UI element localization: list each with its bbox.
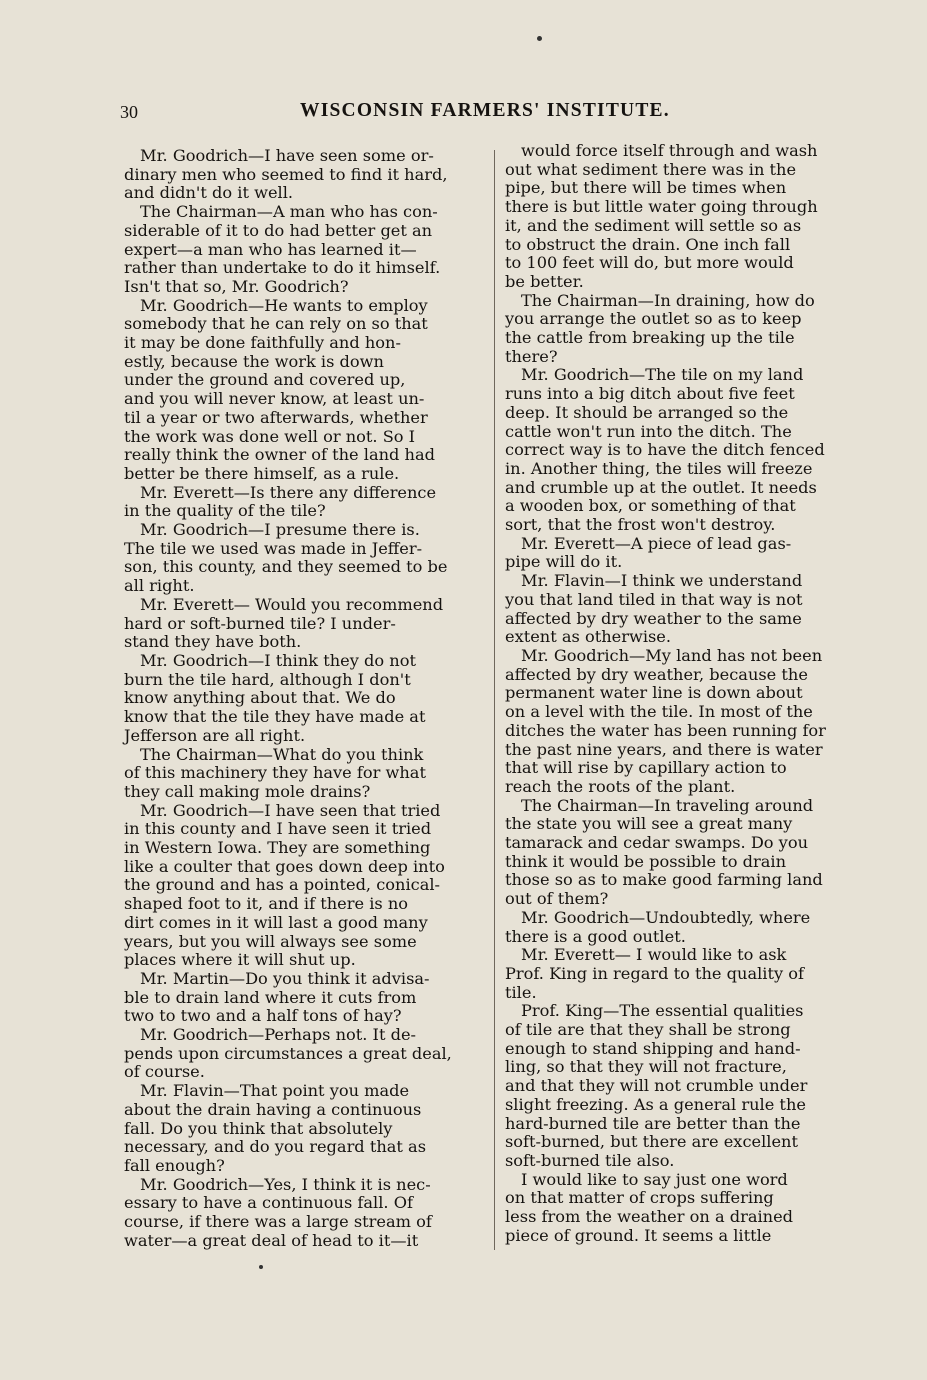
text-line: correct way is to have the ditch fenced (505, 440, 825, 460)
text-line: ditches the water has been running for (505, 720, 826, 740)
text-line: tamarack and cedar swamps. Do you (505, 833, 809, 853)
text-line: Mr. Goodrich—I presume there is. (140, 520, 420, 540)
text-line: dinary men who seemed to find it hard, (124, 164, 448, 184)
text-line: they call making mole drains? (124, 781, 371, 801)
text-line: The Chairman—A man who has con- (140, 202, 438, 222)
text-line: reach the roots of the plant. (505, 776, 736, 796)
text-line: those so as to make good farming land (505, 870, 823, 890)
text-line: Mr. Flavin—I think we understand (521, 571, 803, 591)
paragraph (124, 652, 484, 746)
paragraph (505, 572, 861, 647)
text-line: two to two and a half tons of hay? (124, 1006, 402, 1026)
paragraph (505, 1002, 861, 1170)
text-line: deep. It should be arranged so the (505, 402, 789, 422)
text-line: and you will never know, at least un- (124, 389, 425, 409)
paragraph (505, 647, 861, 797)
text-line: burn the tile hard, although I don't (124, 669, 411, 689)
text-line: Jefferson are all right. (124, 725, 306, 745)
text-line: about the drain having a continuous (124, 1099, 422, 1119)
paragraph (505, 292, 861, 367)
paragraph (124, 1082, 484, 1176)
text-line: and didn't do it well. (124, 183, 294, 203)
text-line: siderable of it to do had better get an (124, 220, 433, 240)
text-line: Prof. King—The essential qualities (521, 1001, 804, 1021)
right-column (505, 142, 861, 1245)
text-line: The tile we used was made in Jeffer- (124, 538, 423, 558)
left-column (124, 147, 484, 1250)
text-line: and that they will not crumble under (505, 1076, 808, 1096)
text-line: somebody that he can rely on so that (124, 314, 428, 334)
paragraph (124, 147, 484, 203)
text-line: Mr. Everett—Is there any difference (140, 482, 437, 502)
text-line: soft-burned tile also. (505, 1150, 675, 1170)
text-line: water—a great deal of head to it—it (124, 1230, 419, 1250)
text-line: ling, so that they will not fracture, (505, 1057, 787, 1077)
text-line: slight freezing. As a general rule the (505, 1094, 806, 1114)
text-line: Mr. Flavin—That point you made (140, 1081, 410, 1101)
text-line: in. Another thing, the tiles will freeze (505, 458, 813, 478)
text-line: know anything about that. We do (124, 688, 396, 708)
text-line: dirt comes in it will last a good many (124, 912, 428, 932)
text-line: runs into a big ditch about five feet (505, 384, 795, 404)
text-line: you that land tiled in that way is not (505, 589, 803, 609)
text-line: on that matter of crops suffering (505, 1188, 774, 1208)
text-line: ble to drain land where it cuts from (124, 987, 417, 1007)
text-line: estly, because the work is down (124, 351, 384, 371)
text-line: you arrange the outlet so as to keep (505, 309, 802, 329)
text-line: think it would be possible to drain (505, 851, 787, 871)
text-line: permanent water line is down about (505, 683, 803, 703)
paragraph (505, 535, 861, 572)
text-line: know that the tile they have made at (124, 707, 426, 727)
text-line: in this county and I have seen it tried (124, 819, 432, 839)
text-line: tile. (505, 982, 537, 1002)
text-line: a wooden box, or something of that (505, 496, 796, 516)
text-line: years, but you will always see some (124, 931, 417, 951)
text-line: in the quality of the tile? (124, 501, 326, 521)
text-line: better be there himself, as a rule. (124, 463, 400, 483)
paragraph (124, 203, 484, 297)
text-line: to 100 feet will do, but more would (505, 253, 794, 273)
text-line: essary to have a continuous fall. Of (124, 1193, 413, 1213)
text-line: piece of ground. It seems a little (505, 1225, 772, 1245)
text-line: really think the owner of the land had (124, 445, 435, 465)
text-line: the ground and has a pointed, conical- (124, 875, 440, 895)
paragraph (505, 366, 861, 534)
text-line: of course. (124, 1062, 205, 1082)
text-line: extent as otherwise. (505, 627, 672, 647)
page-number: 30 (120, 102, 138, 122)
text-line: it, and the sediment will settle so as (505, 215, 802, 235)
text-line: affected by dry weather, because the (505, 664, 808, 684)
text-line: to obstruct the drain. One inch fall (505, 234, 791, 254)
text-line: on a level with the tile. In most of the (505, 702, 813, 722)
text-line: the cattle from breaking up the tile (505, 328, 795, 348)
text-line: the state you will see a great many (505, 814, 793, 834)
text-line: Mr. Goodrich—Perhaps not. It de- (140, 1025, 416, 1045)
text-line: Mr. Goodrich—Undoubtedly, where (521, 907, 811, 927)
text-line: pends upon circumstances a great deal, (124, 1043, 452, 1063)
text-line: in Western Iowa. They are something (124, 838, 431, 858)
text-line: be better. (505, 271, 584, 291)
text-line: affected by dry weather to the same (505, 608, 802, 628)
text-line: hard-burned tile are better than the (505, 1113, 801, 1133)
text-line: Mr. Everett—A piece of lead gas- (521, 533, 792, 553)
paragraph (505, 1171, 861, 1246)
text-line: enough to stand shipping and hand- (505, 1038, 801, 1058)
text-line: Mr. Goodrich—I have seen that tried (140, 800, 441, 820)
text-line: it may be done faithfully and hon- (124, 333, 401, 353)
print-speck (537, 36, 542, 41)
paragraph (124, 746, 484, 802)
text-line: expert—a man who has learned it— (124, 239, 417, 259)
text-line: Mr. Goodrich—I have seen some or- (140, 146, 434, 165)
print-speck (259, 1265, 263, 1269)
text-line: sort, that the frost won't destroy. (505, 515, 776, 535)
paragraph (505, 909, 861, 946)
text-line: less from the weather on a drained (505, 1207, 794, 1227)
paragraph (124, 484, 484, 521)
text-line: there? (505, 346, 558, 366)
text-line: Mr. Goodrich—The tile on my land (521, 365, 804, 385)
text-line: would force itself through and wash (521, 141, 818, 160)
running-head: WISCONSIN FARMERS' INSTITUTE. (300, 100, 670, 121)
paragraph (124, 521, 484, 596)
text-line: stand they have both. (124, 632, 302, 652)
paragraph (124, 802, 484, 970)
text-line: of tile are that they shall be strong (505, 1020, 791, 1040)
paragraph (124, 297, 484, 484)
text-line: Mr. Goodrich—I think they do not (140, 650, 416, 670)
text-line: I would like to say just one word (521, 1169, 788, 1189)
text-line: under the ground and covered up, (124, 370, 406, 390)
text-line: places where it will shut up. (124, 950, 356, 970)
text-line: Isn't that so, Mr. Goodrich? (124, 276, 349, 296)
paragraph (124, 1176, 484, 1251)
text-line: The Chairman—What do you think (140, 744, 424, 764)
text-line: son, this county, and they seemed to be (124, 557, 448, 577)
text-line: The Chairman—In traveling around (521, 795, 814, 815)
text-line: hard or soft-burned tile? I under- (124, 613, 396, 633)
text-line: soft-burned, but there are excellent (505, 1132, 798, 1152)
text-line: Mr. Goodrich—Yes, I think it is nec- (140, 1174, 431, 1194)
paragraph (124, 1026, 484, 1082)
page-header (0, 98, 927, 128)
text-line: the work was done well or not. So I (124, 426, 416, 446)
text-line: Mr. Everett— I would like to ask (521, 945, 787, 965)
text-line: shaped foot to it, and if there is no (124, 894, 409, 914)
text-line: fall. Do you think that absolutely (124, 1118, 393, 1138)
text-line: the past nine years, and there is water (505, 739, 823, 759)
text-line: like a coulter that goes down deep into (124, 856, 445, 876)
text-line: Mr. Goodrich—My land has not been (521, 645, 823, 665)
text-line: til a year or two afterwards, whether (124, 407, 428, 427)
text-line: out what sediment there was in the (505, 159, 797, 179)
text-line: out of them? (505, 889, 609, 909)
text-line: there is a good outlet. (505, 926, 686, 946)
text-line: and crumble up at the outlet. It needs (505, 477, 817, 497)
text-line: Mr. Goodrich—He wants to employ (140, 295, 428, 315)
text-line: pipe, but there will be times when (505, 178, 787, 198)
text-line: fall enough? (124, 1155, 225, 1175)
text-line: Prof. King in regard to the quality of (505, 963, 804, 983)
paragraph (505, 142, 861, 292)
paragraph (124, 596, 484, 652)
text-line: Mr. Martin—Do you think it advisa- (140, 968, 430, 988)
text-line: pipe will do it. (505, 552, 623, 572)
text-line: all right. (124, 576, 195, 596)
column-divider (494, 150, 495, 1250)
text-line: course, if there was a large stream of (124, 1212, 432, 1232)
text-line: that will rise by capillary action to (505, 758, 787, 778)
text-line: there is but little water going through (505, 197, 818, 217)
text-line: rather than undertake to do it himself. (124, 258, 441, 278)
text-line: of this machinery they have for what (124, 763, 426, 783)
paragraph (505, 946, 861, 1002)
paragraph (505, 797, 861, 909)
text-line: The Chairman—In draining, how do (521, 290, 815, 310)
text-line: cattle won't run into the ditch. The (505, 421, 792, 441)
text-line: Mr. Everett— Would you recommend (140, 594, 444, 614)
text-line: necessary, and do you regard that as (124, 1137, 427, 1157)
paragraph (124, 970, 484, 1026)
